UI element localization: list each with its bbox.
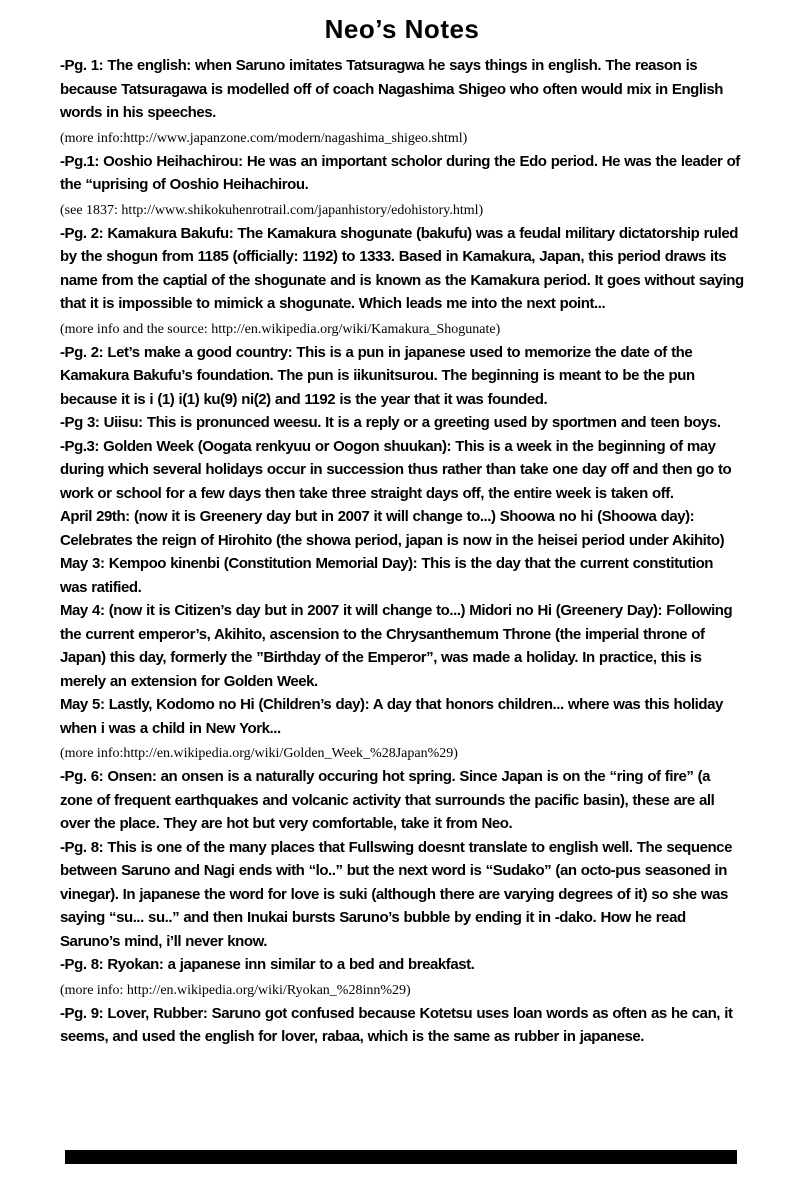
note-paragraph: -Pg. 2: Let’s make a good country: This is a pun in japanese used to memorize the date of the Kamakura Bakufu’s foundation. The pun is iikunitsurou. The beginning is meant to be the pun because it is i (1) i(1) ku(9) ni(2) and 1192 is the year that it was founded.	[60, 343, 695, 408]
note-paragraph: -Pg.1: Ooshio Heihachirou: He was an important scholor during the Edo period. He was the leader of the “uprising of Ooshio Heihachirou.	[60, 152, 740, 193]
note-paragraph: May 3: Kempoo kinenbi (Constitution Memorial Day): This is the day that the current constitution was ratified.	[60, 555, 714, 596]
note-paragraph: -Pg. 1: The english: when Saruno imitates Tatsuragwa he says things in english. The reason is because Tatsuragawa is modelled off of coach Nagashima Shigeo who often would mix in English words in his speeches.	[60, 57, 723, 121]
notes-body	[60, 54, 744, 1049]
note-paragraph: -Pg. 8: This is one of the many places that Fullswing doesnt translate to english well. The sequence between Saruno and Nagi ends with “lo..” but the next word is “Sudako” (an octo-pus seasoned in vinegar). In japanese the word for love is suki (although there are varying degrees of it) so she was saying “su... su..” and then Inukai bursts Saruno’s bubble by ending it in -dako. How he read Saruno’s mind, i’ll never know.	[60, 838, 732, 950]
note-paragraph: -Pg. 6: Onsen: an onsen is a naturally occuring hot spring. Since Japan is on the “ring of fire” (a zone of frequent earthquakes and volcanic activity that surrounds the pacific basin), these are all over the place. They are hot but very comfortable, take it from Neo.	[60, 768, 715, 832]
note-paragraph: -Pg. 9: Lover, Rubber: Saruno got confused because Kotetsu uses loan words as often as he can, it seems, and used the english for lover, rabaa, which is the same as rubber in japanese.	[60, 1004, 733, 1045]
note-paragraph: -Pg.3: Golden Week (Oogata renkyuu or Oogon shuukan): This is a week in the beginning of may during which several holidays occur in succession thus rather than take one day off and then go to work or school for a few days then take three straight days off, the entire week is taken off.	[60, 437, 732, 502]
source-url-text: (more info:http://www.japanzone.com/modern/nagashima_shigeo.shtml)	[60, 130, 468, 146]
note-paragraph: May 5: Lastly, Kodomo no Hi (Children’s day): A day that honors children... where was this holiday when i was a child in New York...	[60, 696, 723, 737]
source-url-text: (more info: http://en.wikipedia.org/wiki/Ryokan_%28inn%29)	[60, 982, 411, 998]
page-title: Neo’s Notes	[324, 14, 480, 44]
note-paragraph: -Pg. 8: Ryokan: a japanese inn similar to a bed and breakfast.	[60, 956, 475, 973]
source-url-text: (more info:http://en.wikipedia.org/wiki/Golden_Week_%28Japan%29)	[60, 746, 458, 761]
source-url-text: (see 1837: http://www.shikokuhenrotrail.com/japanhistory/edohistory.html)	[60, 202, 484, 218]
note-paragraph: May 4: (now it is Citizen’s day but in 2007 it will change to...) Midori no Hi (Greenery Day): Following the current emperor’s, Akihito, ascension to the Chrysanthemum Throne (the imperial throne of Japan) this day, formerly the ”Birthday of the Emperor”, was made a holiday. In practice, this is merely an extension for Golden Week.	[60, 602, 733, 690]
note-paragraph: -Pg. 2: Kamakura Bakufu: The Kamakura shogunate (bakufu) was a feudal military dictatorship ruled by the shogun from 1185 (officially: 1192) to 1333. Based in Kamakura, Japan, this period draws its name from the captial of the shogunate and is known as the Kamakura period. It goes without saying that it is impossible to mimick a shogunate. Which leads me into the next point...	[60, 224, 744, 312]
source-url-text: (more info and the source: http://en.wikipedia.org/wiki/Kamakura_Shogunate)	[60, 321, 501, 337]
bottom-black-bar	[65, 1150, 737, 1164]
note-paragraph: -Pg 3: Uiisu: This is pronunced weesu. It is a reply or a greeting used by sportmen and teen boys.	[60, 414, 721, 431]
note-paragraph: April 29th: (now it is Greenery day but in 2007 it will change to...) Shoowa no hi (Shoowa day): Celebrates the reign of Hirohito (the showa period, japan is now in the heisei period under Akihito)	[60, 508, 725, 549]
